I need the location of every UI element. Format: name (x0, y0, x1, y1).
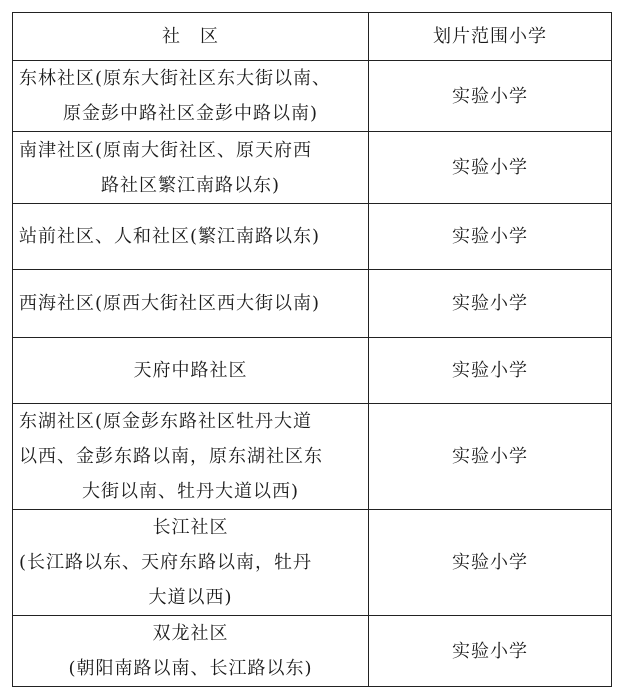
table-row (13, 404, 612, 510)
community-cell (13, 61, 369, 132)
community-line: 长江社区 (152, 517, 229, 538)
school-cell: 实验小学 (369, 338, 612, 404)
community-line: 天府中路社区 (133, 360, 248, 381)
table-row (13, 61, 612, 132)
community-line: (朝阳南路以南、长江路以东) (68, 658, 313, 679)
table-header-row (13, 13, 612, 61)
community-cell (13, 510, 369, 616)
table-row (13, 616, 612, 687)
school-cell: 实验小学 (369, 61, 612, 132)
table-row (13, 510, 612, 616)
community-cell (13, 204, 369, 270)
table-row (13, 270, 612, 338)
community-cell (13, 132, 369, 204)
community-line: (长江路以东、天府东路以南，牡丹 (19, 552, 313, 573)
community-line: 东林社区(原东大街社区东大街以南、 (19, 68, 332, 89)
header-school: 划片范围小学 (369, 13, 612, 61)
community-line: 站前社区、人和社区(繁江南路以东) (19, 226, 321, 247)
table-row (13, 132, 612, 204)
school-cell: 实验小学 (369, 616, 612, 687)
school-cell: 实验小学 (369, 404, 612, 510)
community-line: 双龙社区 (152, 623, 229, 644)
community-line: 大街以南、牡丹大道以西) (81, 481, 300, 502)
table-row (13, 204, 612, 270)
community-cell (13, 616, 369, 687)
community-cell (13, 404, 369, 510)
community-line: 东湖社区(原金彭东路社区牡丹大道 (19, 411, 313, 432)
community-line: 原金彭中路社区金彭中路以南) (62, 103, 319, 124)
school-cell: 实验小学 (369, 270, 612, 338)
community-line: 大道以西) (148, 587, 233, 608)
school-cell: 实验小学 (369, 132, 612, 204)
school-cell: 实验小学 (369, 204, 612, 270)
school-cell: 实验小学 (369, 510, 612, 616)
community-line: 西海社区(原西大街社区西大街以南) (19, 293, 321, 314)
community-cell (13, 270, 369, 338)
header-community: 社 区 (13, 13, 369, 61)
community-line: 以西、金彭东路以南，原东湖社区东 (19, 446, 323, 467)
table-row (13, 338, 612, 404)
community-cell (13, 338, 369, 404)
school-district-table (12, 12, 612, 687)
community-line: 南津社区(原南大街社区、原天府西 (19, 139, 313, 161)
community-line: 路社区繁江南路以东) (100, 174, 281, 196)
